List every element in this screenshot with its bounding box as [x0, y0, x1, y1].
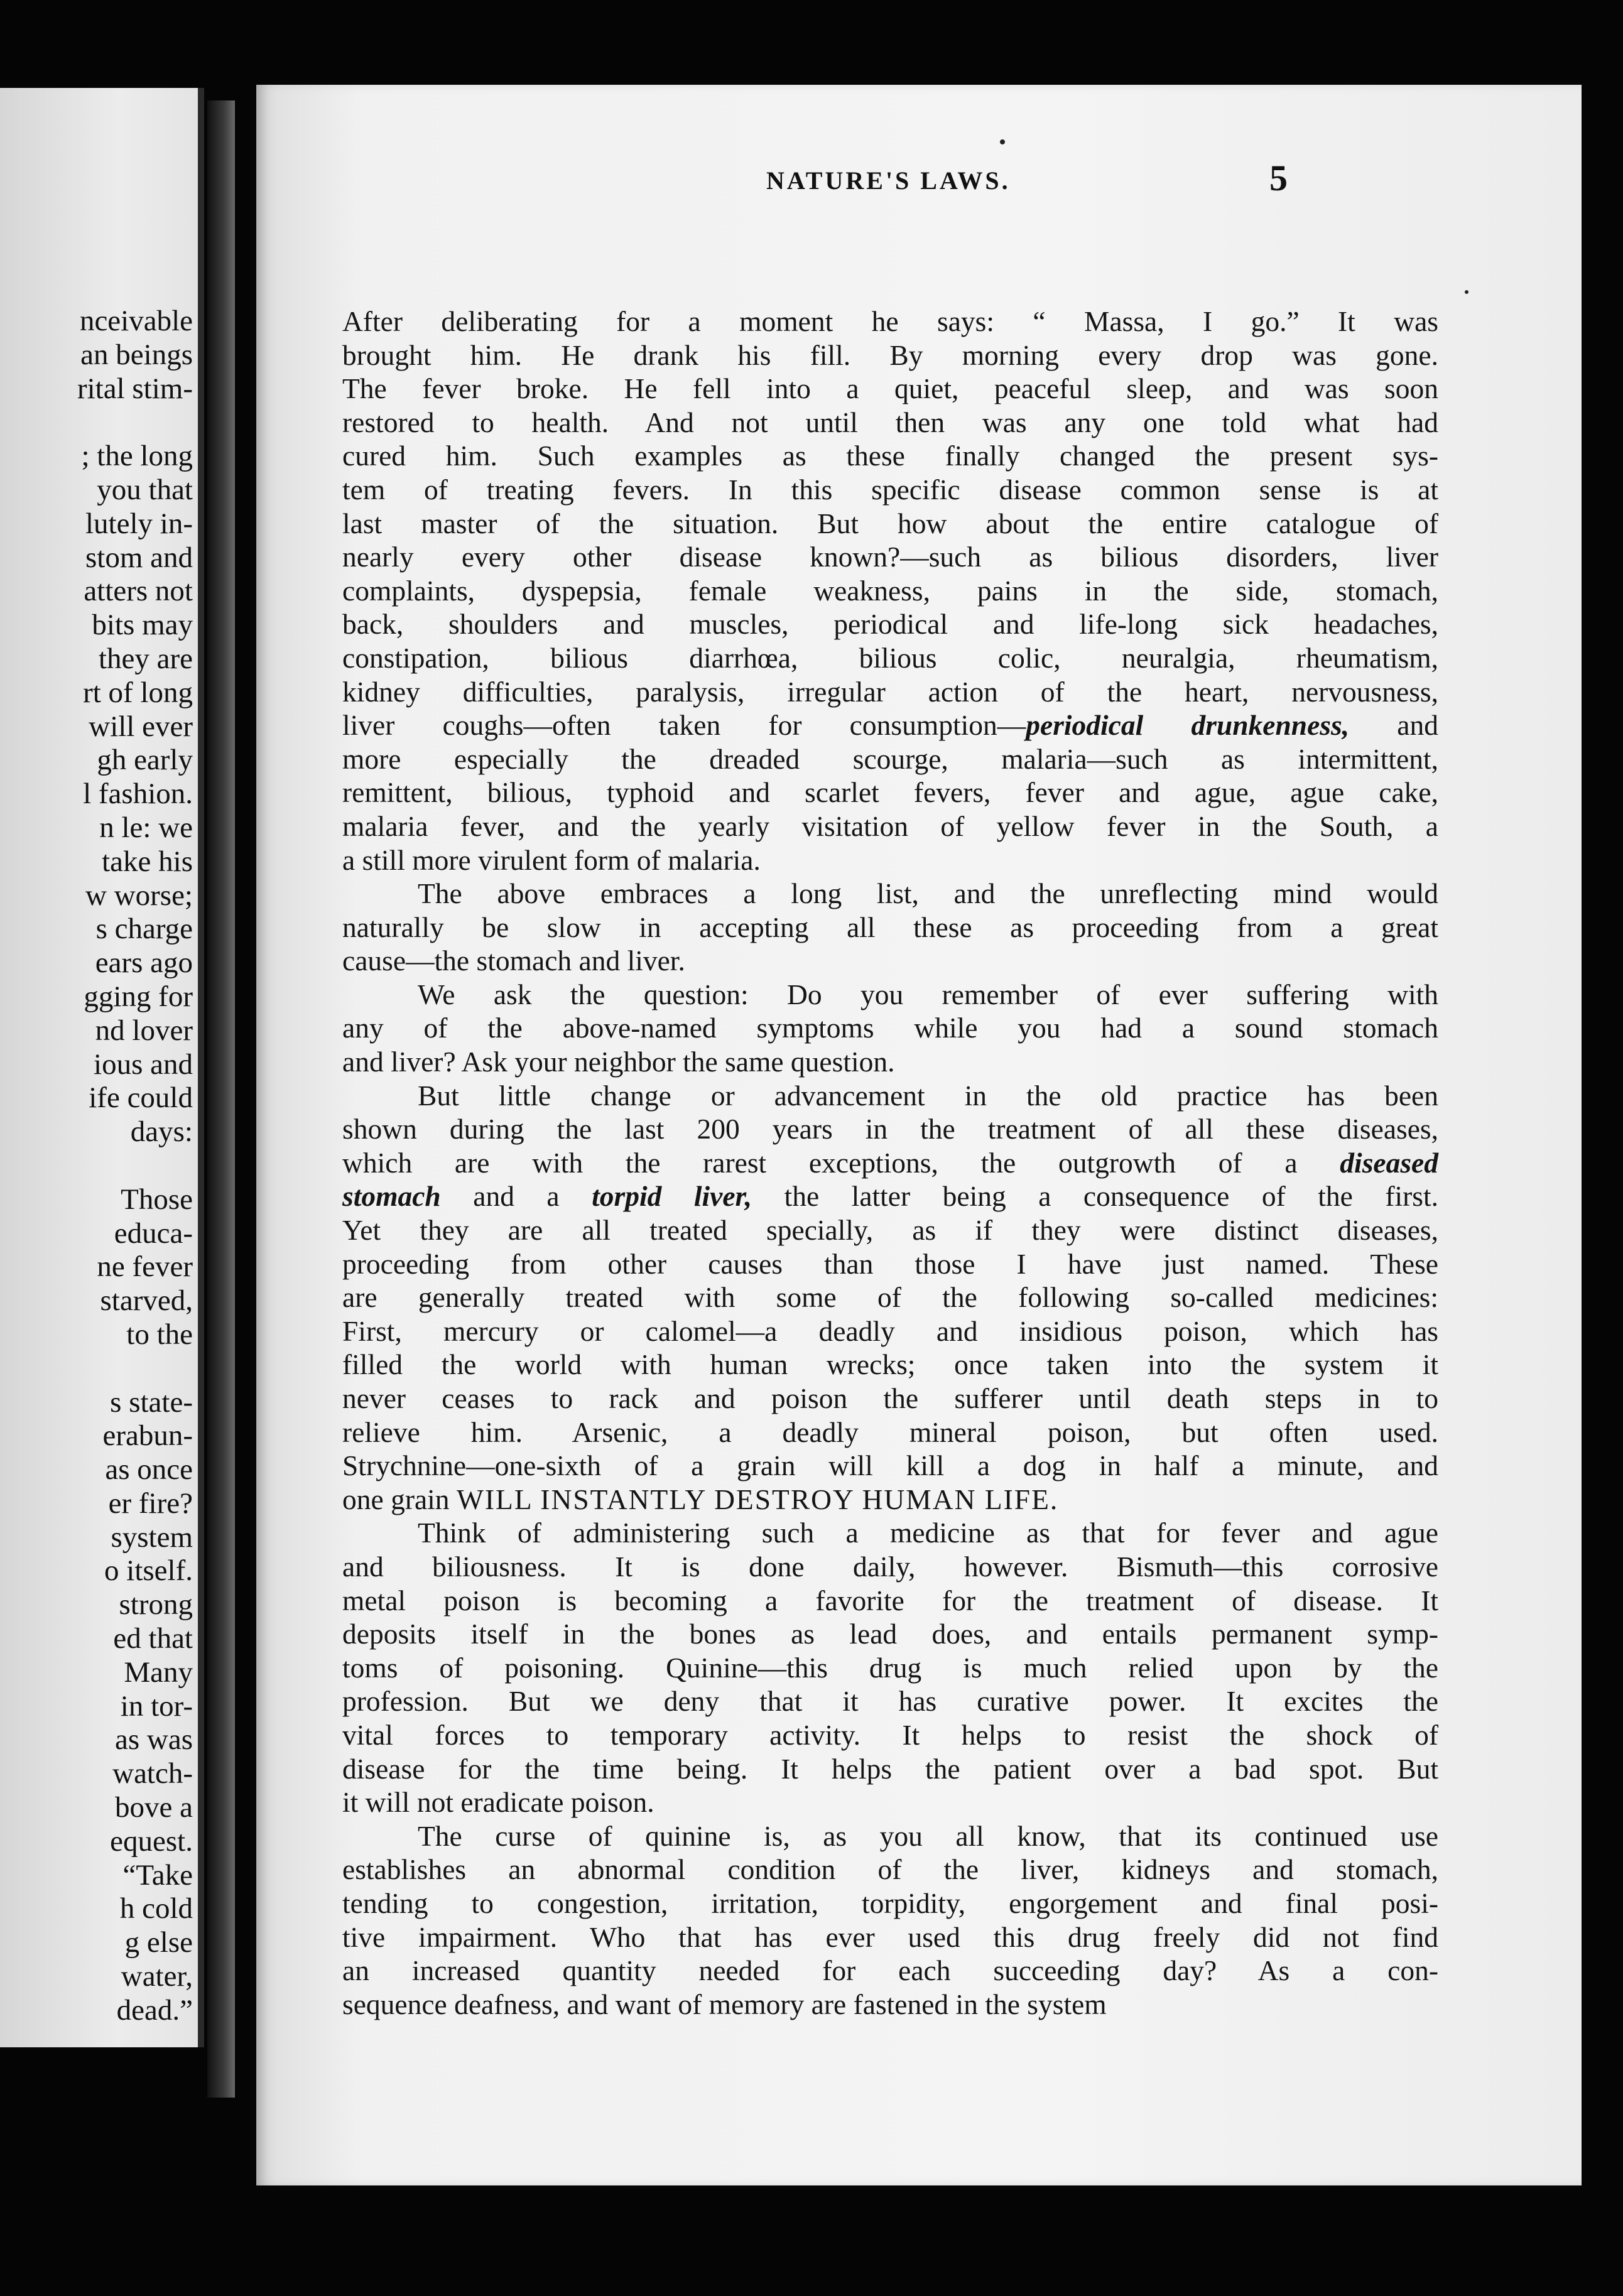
text-line [342, 1920, 1438, 1954]
text-line [342, 1853, 1438, 1887]
facing-page-line: gh early [97, 744, 193, 777]
text-run: cause—the stomach and liver. [342, 945, 685, 977]
text-run: metal poison is becoming a favorite for the treatment of disease. It [342, 1584, 1438, 1616]
text-run: The above embraces a long list, and the unreflecting mind would [418, 877, 1438, 910]
text-run: are generally treated with some of the following so-called medicines: [342, 1281, 1438, 1314]
text-line [342, 1752, 1438, 1786]
text-line [342, 1988, 1438, 2022]
text-run: profession. But we deny that it has curative power. It excites the [342, 1685, 1438, 1718]
facing-page-line: ious and [94, 1048, 193, 1081]
facing-page-line: take his [102, 845, 193, 878]
facing-page-line: n le: we [99, 811, 193, 844]
running-title: NATURE'S LAWS. [766, 166, 1011, 195]
text-run: malaria fever, and the yearly visitation of yellow fever in the South, a [342, 810, 1438, 842]
facing-page-line: watch- [112, 1757, 193, 1790]
facing-page-line: w worse; [85, 879, 193, 912]
small-caps-emphasis: WILL INSTANTLY DESTROY HUMAN LIFE. [456, 1483, 1059, 1515]
text-run: more especially the dreaded scourge, malaria—such as intermittent, [342, 742, 1438, 775]
facing-page-line: g else [124, 1926, 193, 1959]
text-line [342, 877, 1438, 911]
text-run: shown during the last 200 years in the treatment of all these diseases, [342, 1113, 1438, 1145]
text-run: tive impairment. Who that has ever used this drug freely did not find [342, 1920, 1438, 1953]
italic-emphasis: stomach [342, 1180, 441, 1213]
facing-page-left [0, 88, 204, 2047]
text-run: vital forces to temporary activity. It helps to resist the shock of [342, 1718, 1438, 1751]
text-run: an increased quantity needed for each succeeding day? As a con- [342, 1954, 1438, 1987]
text-run: remittent, bilious, typhoid and scarlet fevers, fever and ague, ague cake, [342, 776, 1438, 809]
facing-page-line: rt of long [83, 676, 193, 709]
facing-page-line: equest. [110, 1824, 193, 1858]
text-run: But little change or advancement in the old practice has been [418, 1079, 1438, 1112]
facing-page-line: Those [121, 1183, 193, 1216]
facing-page-line: lutely in- [85, 507, 193, 540]
facing-page-line: erabun- [102, 1419, 193, 1453]
text-line [342, 1348, 1438, 1382]
text-line [342, 574, 1438, 608]
facing-page-line: days: [130, 1115, 193, 1149]
text-line [342, 607, 1438, 641]
text-run: complaints, dyspepsia, female weakness, pains in the side, stomach, [342, 574, 1438, 607]
facing-page-line: ife could [89, 1081, 193, 1115]
text-run: it will not eradicate poison. [342, 1786, 654, 1819]
text-line [342, 1382, 1438, 1416]
text-run: last master of the situation. But how about the entire catalogue of [342, 507, 1438, 539]
italic-emphasis: diseased [1340, 1146, 1438, 1179]
facing-page-line: s charge [95, 912, 193, 946]
text-line [342, 305, 1438, 338]
facing-page-line: h cold [119, 1892, 193, 1925]
facing-page-line: ne fever [97, 1250, 193, 1284]
text-run: Think of administering such a medicine as that for fever and ague [418, 1517, 1438, 1549]
facing-page-line: nd lover [95, 1014, 193, 1047]
book-spine-gutter [207, 100, 235, 2098]
text-line [342, 1819, 1438, 1853]
text-line [342, 641, 1438, 675]
text-line [342, 372, 1438, 406]
text-line [342, 810, 1438, 843]
text-line [342, 1584, 1438, 1618]
text-run: and biliousness. It is done daily, however. Bismuth—this corrosive [342, 1550, 1438, 1583]
page-number: 5 [1269, 158, 1288, 198]
text-line [342, 1011, 1438, 1045]
text-line [342, 540, 1438, 574]
facing-page-line: strong [119, 1588, 193, 1622]
text-line [342, 1112, 1438, 1146]
text-run: Strychnine—one-sixth of a grain will kill a dog in half a minute, and [342, 1449, 1438, 1482]
facing-page-line: ears ago [95, 946, 193, 980]
facing-page-line: l fashion. [83, 777, 193, 811]
text-line [342, 1247, 1438, 1281]
text-line [342, 406, 1438, 440]
text-run: cured him. Such examples as these finally changed the present sys- [342, 440, 1438, 472]
body-text [342, 305, 1438, 2021]
facing-page-line: er fire? [108, 1486, 193, 1520]
facing-page-line [77, 1149, 193, 1183]
running-header [509, 157, 1288, 207]
text-run: which are with the rarest exceptions, the outgrowth of a [342, 1146, 1340, 1179]
text-run: filled the world with human wrecks; once taken into the system it [342, 1348, 1438, 1381]
text-run: establishes an abnormal condition of the liver, kidneys and stomach, [342, 1853, 1438, 1886]
text-run: The fever broke. He fell into a quiet, peaceful sleep, and was soon [342, 372, 1438, 405]
text-run: and [1349, 709, 1438, 742]
text-line [342, 473, 1438, 507]
text-run: The curse of quinine is, as you all know, that its continued use [418, 1819, 1438, 1852]
facing-page-line: you that [97, 473, 193, 506]
facing-page-line: as was [115, 1723, 193, 1757]
facing-page-line: ed that [113, 1622, 193, 1655]
facing-page-line: will ever [89, 710, 193, 743]
facing-page-line: s state- [110, 1385, 193, 1419]
facing-page-line: starved, [100, 1284, 193, 1318]
text-line [342, 507, 1438, 541]
text-run: any of the above-named symptoms while you had a sound stomach [342, 1012, 1438, 1044]
text-line [342, 1213, 1438, 1247]
text-run: proceeding from other causes than those I have just named. These [342, 1247, 1438, 1280]
facing-page-line: Many [124, 1655, 193, 1689]
facing-page-line: “Take [122, 1858, 193, 1892]
text-run: nearly every other disease known?—such as bilious disorders, liver [342, 541, 1438, 573]
text-run: and liver? Ask your neighbor the same question. [342, 1046, 895, 1078]
text-run: restored to health. And not until then was any one told what had [342, 406, 1438, 438]
text-run: relieve him. Arsenic, a deadly mineral poison, but often used. [342, 1416, 1438, 1448]
text-line [342, 1449, 1438, 1483]
text-run: a still more virulent form of malaria. [342, 843, 761, 876]
text-run: and a [440, 1180, 592, 1213]
text-line [342, 944, 1438, 978]
text-run: naturally be slow in accepting all these as proceeding from a great [342, 911, 1438, 943]
text-line [342, 675, 1438, 709]
text-line [342, 776, 1438, 810]
text-line [342, 742, 1438, 776]
text-run: sequence deafness, and want of memory are fastened in the system [342, 1988, 1107, 2020]
text-line [342, 1718, 1438, 1752]
text-run: Yet they are all treated specially, as if they were distinct diseases, [342, 1214, 1438, 1247]
text-line [342, 1617, 1438, 1651]
text-run: First, mercury or calomel—a deadly and insidious poison, which has [342, 1314, 1438, 1347]
text-run: tending to congestion, irritation, torpidity, engorgement and final posi- [342, 1887, 1438, 1919]
facing-page-line [77, 1352, 193, 1386]
facing-page-line: system [111, 1520, 193, 1554]
text-line [342, 1516, 1438, 1550]
facing-page-line: in tor- [120, 1689, 193, 1723]
text-run: constipation, bilious diarrhœa, bilious colic, neuralgia, rheumatism, [342, 641, 1438, 674]
text-run: tem of treating fevers. In this specific disease common sense is at [342, 473, 1438, 506]
facing-page-line: dead.” [116, 1993, 193, 2027]
facing-page-line: ; the long [81, 440, 193, 473]
text-line [342, 1483, 1438, 1517]
facing-page-line: they are [98, 642, 193, 675]
text-run: After deliberating for a moment he says: “ Massa, I go.” It was [342, 305, 1438, 337]
facing-page-line: educa- [114, 1216, 193, 1250]
text-run: never ceases to rack and poison the sufferer until death steps in to [342, 1382, 1438, 1414]
text-run: back, shoulders and muscles, periodical and life-long sick headaches, [342, 608, 1438, 641]
text-line [342, 1045, 1438, 1079]
facing-page-line: an beings [80, 338, 193, 371]
text-line [342, 911, 1438, 945]
facing-page-line: atters not [84, 575, 193, 608]
text-line [342, 1887, 1438, 1920]
text-line [342, 843, 1438, 877]
text-run: disease for the time being. It helps the patient over a bad spot. But [342, 1752, 1438, 1785]
text-run: toms of poisoning. Quinine—this drug is much relied upon by the [342, 1651, 1438, 1684]
text-line [342, 439, 1438, 473]
text-line [342, 1954, 1438, 1988]
text-run: the latter being a consequence of the first. [752, 1180, 1438, 1213]
text-line [342, 1785, 1438, 1819]
facing-page-line: o itself. [104, 1554, 193, 1588]
italic-emphasis: periodical drunkenness, [1026, 709, 1350, 742]
facing-page-line: as once [105, 1453, 193, 1486]
text-run: We ask the question: Do you remember of ever suffering with [418, 978, 1438, 1010]
text-run: liver coughs—often taken for consumption— [342, 709, 1026, 742]
text-line [342, 1281, 1438, 1314]
text-line [342, 1079, 1438, 1113]
italic-emphasis: torpid liver, [592, 1180, 752, 1213]
facing-page-line: to the [126, 1318, 193, 1351]
text-run: kidney difficulties, paralysis, irregular action of the heart, nervousness, [342, 675, 1438, 708]
facing-page-line: stom and [85, 541, 193, 574]
text-line [342, 338, 1438, 372]
facing-page-line [77, 406, 193, 440]
text-line [342, 1651, 1438, 1685]
facing-page-line: rital stim- [77, 372, 193, 405]
print-speck [1000, 139, 1005, 144]
text-line [342, 1416, 1438, 1449]
print-speck [1465, 290, 1468, 294]
facing-page-line: water, [121, 1960, 193, 1993]
text-run: brought him. He drank his fill. By morning every drop was gone. [342, 338, 1438, 371]
facing-page-text [77, 305, 193, 2028]
text-line [342, 1314, 1438, 1348]
text-line [342, 1146, 1438, 1180]
text-line [342, 978, 1438, 1012]
facing-page-line: bits may [92, 609, 193, 642]
text-line [342, 1550, 1438, 1584]
facing-page-line: nceivable [79, 305, 193, 337]
text-line [342, 1179, 1438, 1213]
text-run: one grain [342, 1483, 457, 1515]
text-run: deposits itself in the bones as lead does, and entails permanent symp- [342, 1618, 1438, 1650]
facing-page-line: gging for [84, 980, 193, 1013]
text-line [342, 1684, 1438, 1718]
text-line [342, 708, 1438, 742]
facing-page-line: bove a [115, 1791, 193, 1824]
